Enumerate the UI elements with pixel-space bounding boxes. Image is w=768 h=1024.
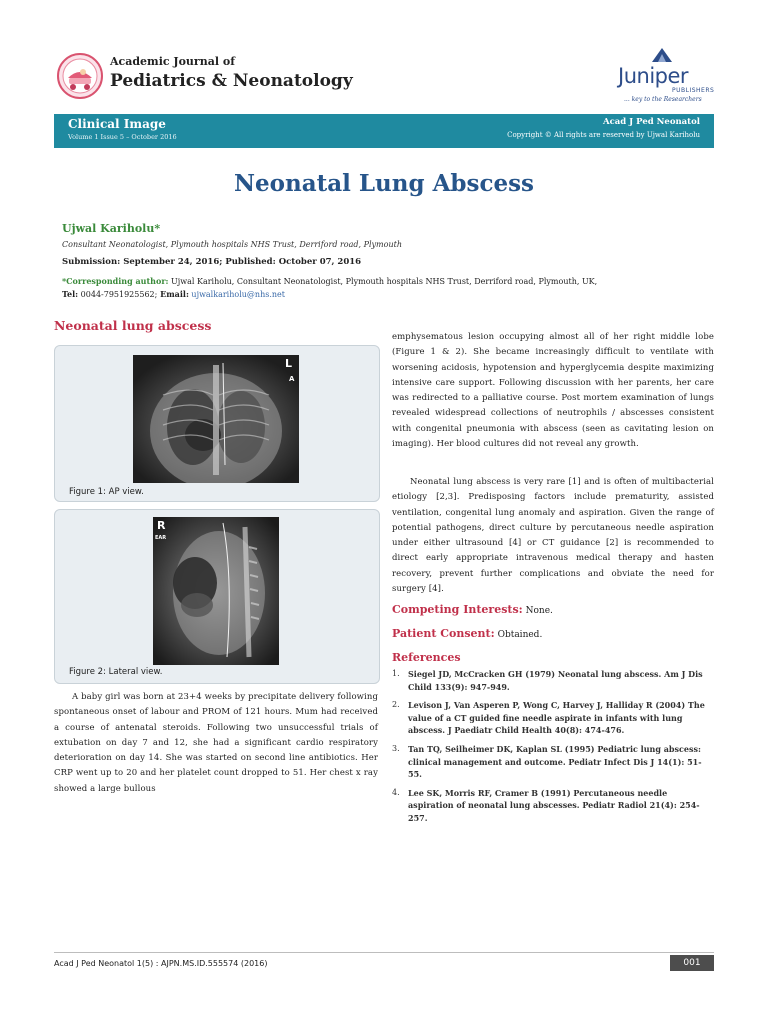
- patient-consent: [392, 627, 542, 640]
- reference-item: [392, 787, 714, 825]
- xray-marker: L: [285, 357, 293, 370]
- figure-caption: Figure 1: AP view.: [69, 487, 144, 497]
- body-paragraph-case: A baby girl was born at 23+4 weeks by precipitate delivery following spontaneous onset of labour and PROM of 121 hours. Mum had received a course of antenatal steroids. Following two unsuccessful trials of extubation on day 7 and 12, she had a significant cardio respiratory deterioration on day 14. She was started on second line antibiotics. Her CRP went up to 20 and her platelet count dropped to 51. Her chest x ray showed a large bullous: [54, 692, 378, 794]
- publisher-subname: PUBLISHERS: [672, 87, 715, 94]
- reference-text: Lee SK, Morris RF, Cramer B (1991) Percutaneous needle aspiration of neonatal lung abscesses. Pediatr Radiol 21(4): 254-257.: [408, 787, 700, 823]
- copyright-notice: Copyright © All rights are reserved by Ujwal Kariholu: [507, 131, 700, 139]
- figure-caption: Figure 2: Lateral view.: [69, 667, 163, 677]
- email-label: Email:: [157, 289, 189, 299]
- article-banner: [54, 114, 714, 148]
- xray-ap-graphic: [133, 355, 299, 483]
- journal-name: [110, 55, 353, 91]
- competing-interests-label: Competing Interests:: [392, 603, 523, 616]
- references-heading: References: [392, 651, 461, 664]
- xray-ap-image: [133, 355, 299, 483]
- reference-text: Siegel JD, McCracken GH (1979) Neonatal lung abscess. Am J Dis Child 133(9): 947-949.: [408, 669, 703, 692]
- xray-marker: R: [157, 519, 166, 532]
- reference-number: 1.: [392, 669, 400, 678]
- article-type: Clinical Image: [68, 117, 166, 131]
- competing-interests-value: None.: [522, 606, 553, 616]
- footer-divider: [54, 952, 714, 953]
- figure-1: [54, 345, 380, 502]
- reference-text: Tan TQ, Seilheimer DK, Kaplan SL (1995) Pediatric lung abscess: clinical management and outcome. Pediatr Infect Dis J 14(1): 51-55.: [408, 743, 702, 780]
- reference-list: [392, 668, 714, 831]
- xray-lateral-graphic: [153, 517, 279, 665]
- journal-name-main: Pediatrics & Neonatology: [110, 71, 353, 91]
- xray-marker-secondary: A: [289, 375, 295, 383]
- corresponding-author: [62, 276, 702, 286]
- reference-item: [392, 743, 714, 781]
- publisher-name: Juniper: [618, 64, 689, 88]
- footer-citation: Acad J Ped Neonatol 1(5) : AJPN.MS.ID.555574 (2016): [54, 959, 268, 968]
- reference-number: 4.: [392, 787, 400, 797]
- corresponding-author-text: Ujwal Kariholu, Consultant Neonatologist, Plymouth hospitals NHS Trust, Derriford road, Plymouth, UK,: [168, 277, 598, 286]
- section-title: Neonatal lung abscess: [54, 318, 212, 333]
- reference-item: [392, 699, 714, 737]
- publisher-logo: [612, 46, 716, 104]
- tel-value: 0044-7951925562;: [78, 290, 158, 299]
- submission-dates: Submission: September 24, 2016; Published: October 07, 2016: [62, 257, 362, 267]
- publisher-mark-icon: [650, 46, 674, 64]
- email-link[interactable]: ujwalkariholu@nhs.net: [188, 290, 285, 299]
- author-name: Ujwal Kariholu*: [62, 222, 161, 235]
- patient-consent-label: Patient Consent:: [392, 627, 495, 640]
- banner-left: [68, 117, 177, 141]
- body-paragraph-discussion: Neonatal lung abscess is very rare [1] and is often of multibacterial etiology [2,3]. Predisposing factors include prematurity, assisted ventilation, congenital lung anomaly and aspiration. Given the range of potential pathogens, direct culture by percutaneous needle aspiration under either ultrasound [4] or CT guidance [2] is recommended to direct early appropriate intravenous medical therapy and hasten recovery, prevent further complications and obviate the need for surgery [4].: [392, 477, 714, 595]
- reference-number: 2.: [392, 700, 400, 710]
- xray-lateral-image: [153, 517, 279, 665]
- reference-text: Levison J, Van Asperen P, Wong C, Harvey J, Halliday R (2004) The value of a CT guided fine needle aspirate in infants with lung abscess. J Paediatr Child Health 40(8): 474-476.: [408, 700, 705, 736]
- page-number: 001: [670, 955, 714, 971]
- body-paragraph-continued: emphysematous lesion occupying almost all of her right middle lobe (Figure 1 & 2). She became increasingly difficult to ventilate with worsening acidosis, hypotension and hyperglycemia despite maximizing intensive care support. Following discussion with her parents, her care was redirected to a palliative course. Post mortem examination of lungs revealed widespread collections of neutrophils / abscesses consistent with congenital pneumonia with abscess (seen as cavitating lesion on imaging). Her blood cultures did not reveal any growth.: [392, 332, 714, 450]
- article-title: Neonatal Lung Abscess: [233, 170, 534, 197]
- reference-number: 3.: [392, 743, 400, 753]
- journal-abbreviation: Acad J Ped Neonatol: [603, 117, 700, 127]
- xray-marker-secondary: EAR: [155, 535, 167, 541]
- volume-info: Volume 1 Issue 5 – October 2016: [68, 133, 177, 141]
- banner-right: [507, 117, 700, 139]
- journal-logo-icon: [56, 52, 104, 100]
- author-affiliation: Consultant Neonatologist, Plymouth hospitals NHS Trust, Derriford road, Plymouth: [62, 240, 402, 249]
- publisher-tagline: ... key to the Researchers: [624, 96, 702, 103]
- reference-item: [392, 668, 714, 693]
- corresponding-author-label: *Corresponding author:: [62, 276, 169, 286]
- competing-interests: [392, 603, 553, 616]
- journal-name-prefix: Academic Journal of: [110, 55, 235, 68]
- figure-2: [54, 509, 380, 684]
- patient-consent-value: Obtained.: [494, 630, 543, 640]
- contact-line: [62, 289, 285, 299]
- tel-label: Tel:: [62, 289, 79, 299]
